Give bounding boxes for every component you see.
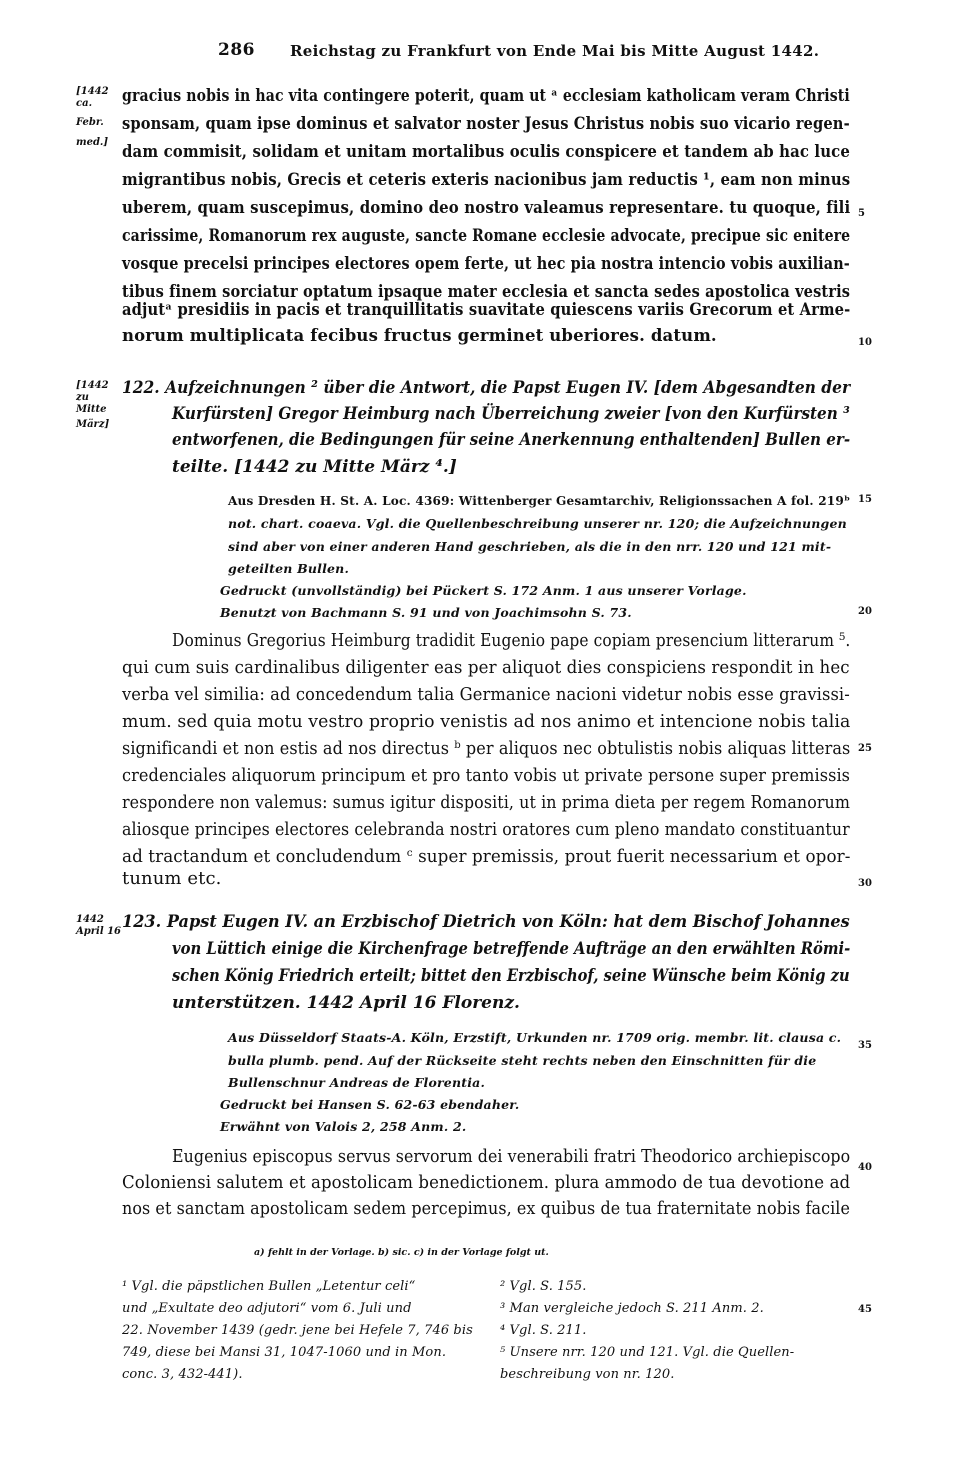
- line-number: 5: [858, 208, 865, 219]
- text-line: aliosque principes electores celebranda nostri oratores cum pleno mandato constituantur: [122, 819, 850, 840]
- text-line: Dominus Gregorius Heimburg tradidit Eugenio pape copiam presencium litterarum ⁵.: [172, 630, 851, 651]
- source-note: bulla plumb. pend. Auf der Rückseite steht rechts neben den Einschnitten für die: [228, 1053, 817, 1068]
- print-note: Gedruckt bei Hansen S. 62-63 ebendaher.: [220, 1097, 520, 1112]
- line-number: 25: [858, 743, 872, 754]
- line-number: 30: [858, 878, 872, 889]
- document-heading-123: unterstützen. 1442 April 16 Florenz.: [172, 993, 520, 1013]
- text-line: vosque precelsi principes electores opem ferte, ut hec pia nostra intencio vobis auxilian-: [122, 254, 850, 273]
- footnote-line: 22. November 1439 (gedr. jene bei Hefele 7, 746 bis: [122, 1323, 473, 1338]
- text-line: gracius nobis in hac vita contingere poterit, quam ut ᵃ ecclesiam katholicam veram Christi: [122, 86, 850, 105]
- text-line: Coloniensi salutem et apostolicam benedictionem. plura ammodo de tua devotione ad: [122, 1172, 851, 1193]
- source-note: Bullenschnur Andreas de Florentia.: [228, 1075, 486, 1090]
- text-line: significandi et non estis ad nos directus ᵇ per aliquos nec obtulistis nobis aliquas litteras: [122, 738, 851, 759]
- margin-date-123: 1442 April 16: [76, 914, 122, 937]
- text-line: nos et sanctam apostolicam sedem percepimus, ex quibus de tua fraternitate nobis facile: [122, 1198, 850, 1219]
- source-note: not. chart. coaeva. Vgl. die Quellenbeschreibung unserer nr. 120; die Aufzeichnungen: [228, 516, 847, 531]
- footnote-line: ⁵ Unsere nrr. 120 und 121. Vgl. die Quellen-: [500, 1345, 795, 1360]
- text-line: carissime, Romanorum rex auguste, sancte Romane ecclesie advocate, precipue sic enitere: [122, 226, 851, 245]
- source-note: Aus Düsseldorf Staats-A. Köln, Erzstift, Urkunden nr. 1709 orig. membr. lit. clausa c.: [228, 1030, 842, 1045]
- footnote-line: und „Exultate deo adjutori“ vom 6. Juli und: [122, 1301, 412, 1316]
- footnote-line: ² Vgl. S. 155.: [500, 1279, 587, 1294]
- print-note: Benutzt von Bachmann S. 91 und von Joachimsohn S. 73.: [220, 605, 632, 620]
- text-line: tunum etc.: [122, 868, 222, 889]
- document-heading-122: teilte. [1442 zu Mitte März ⁴.]: [172, 457, 457, 477]
- line-number: 40: [858, 1162, 872, 1173]
- footnote-line: ⁴ Vgl. S. 211.: [500, 1323, 587, 1338]
- footnote-line: ³ Man vergleiche jedoch S. 211 Anm. 2.: [500, 1301, 764, 1316]
- text-line: migrantibus nobis, Grecis et ceteris exteris nacionibus jam reductis ¹, eam non minus: [122, 170, 851, 189]
- line-number: 35: [858, 1040, 872, 1051]
- text-line: tibus finem sorciatur optatum ipsaque mater ecclesia et sancta sedes apostolica vestris: [122, 282, 851, 301]
- text-line: dam commisit, solidam et unitam mortalibus oculis conspicere et tandem ab hac luce: [122, 142, 851, 161]
- print-note: Gedruckt (unvollständig) bei Pückert S. 172 Anm. 1 aus unserer Vorlage.: [220, 583, 747, 598]
- page-number: 286: [218, 40, 255, 60]
- line-number: 10: [858, 337, 872, 348]
- document-heading-122: 122. Aufzeichnungen ² über die Antwort, die Papst Eugen IV. [dem Abgesandten der: [122, 378, 851, 398]
- document-heading-123: schen König Friedrich erteilt; bittet den Erzbischof, seine Wünsche beim König zu: [172, 966, 850, 986]
- text-line: uberem, quam suscepimus, domino deo nostro valeamus representare. tu quoque, fili: [122, 198, 851, 217]
- document-heading-122: entworfenen, die Bedingungen für seine Anerkennung enthaltenden] Bullen er-: [172, 430, 851, 450]
- document-heading-122: Kurfürsten] Gregor Heimburg nach Überreichung zweier [von den Kurfürsten ³: [172, 404, 850, 424]
- footnote-line: conc. 3, 432-441).: [122, 1367, 243, 1382]
- text-line: adjutᵃ presidiis in pacis et tranquillitatis suavitate quiescens variis Grecorum et Arme-: [122, 300, 851, 319]
- footnote-line: ¹ Vgl. die päpstlichen Bullen „Letentur celi“: [122, 1279, 416, 1294]
- text-line: sponsam, quam ipse dominus et salvator noster Jesus Christus nobis suo vicario regen-: [122, 114, 850, 133]
- margin-date-122: [1442 zu Mitte März]: [76, 380, 110, 430]
- print-note: Erwähnt von Valois 2, 258 Anm. 2.: [220, 1119, 467, 1134]
- running-title: Reichstag zu Frankfurt von Ende Mai bis Mitte August 1442.: [290, 42, 820, 60]
- critical-apparatus: a) fehlt in der Vorlage. b) sic. c) in der Vorlage folgt ut.: [254, 1247, 549, 1258]
- text-line: verba vel similia: ad concedendum talia Germanice nacioni videtur nobis esse gravissi-: [122, 684, 850, 705]
- text-line: credenciales aliquorum principum et pro tanto vobis ut private persone super premissis: [122, 765, 851, 786]
- text-line: ad tractandum et concludendum ᶜ super premissis, prout fuerit necessarium et opor-: [122, 846, 851, 867]
- text-line: norum multiplicata fecibus fructus germinet uberiores. datum.: [122, 326, 717, 345]
- line-number: 20: [858, 606, 872, 617]
- source-note: Aus Dresden H. St. A. Loc. 4369: Wittenberger Gesamtarchiv, Religionssachen A fol. 219ᵇ: [228, 493, 851, 508]
- line-number: 15: [858, 494, 872, 505]
- footnote-line: beschreibung von nr. 120.: [500, 1367, 675, 1382]
- source-note: geteilten Bullen.: [228, 561, 350, 576]
- line-number: 45: [858, 1304, 872, 1315]
- text-line: qui cum suis cardinalibus diligenter eas per aliquot dies conspiciens respondit in hec: [122, 657, 850, 678]
- document-heading-123: von Lüttich einige die Kirchenfrage betreffende Aufträge an den erwählten Römi-: [172, 939, 851, 959]
- footnote-line: 749, diese bei Mansi 31, 1047-1060 und in Mon.: [122, 1345, 447, 1360]
- document-heading-123: 123. Papst Eugen IV. an Erzbischof Dietrich von Köln: hat dem Bischof Johannes: [122, 912, 850, 932]
- text-line: respondere non valemus: sumus igitur dispositi, ut in prima dieta per regem Romanorum: [122, 792, 851, 813]
- margin-date-intro: [1442 ca. Febr. med.]: [76, 86, 109, 148]
- text-line: mum. sed quia motu vestro proprio venistis ad nos animo et intencione nobis talia: [122, 711, 851, 732]
- text-line: Eugenius episcopus servus servorum dei venerabili fratri Theodorico archiepiscopo: [172, 1146, 851, 1167]
- source-note: sind aber von einer anderen Hand geschrieben, als die in den nrr. 120 und 121 mit-: [228, 539, 832, 554]
